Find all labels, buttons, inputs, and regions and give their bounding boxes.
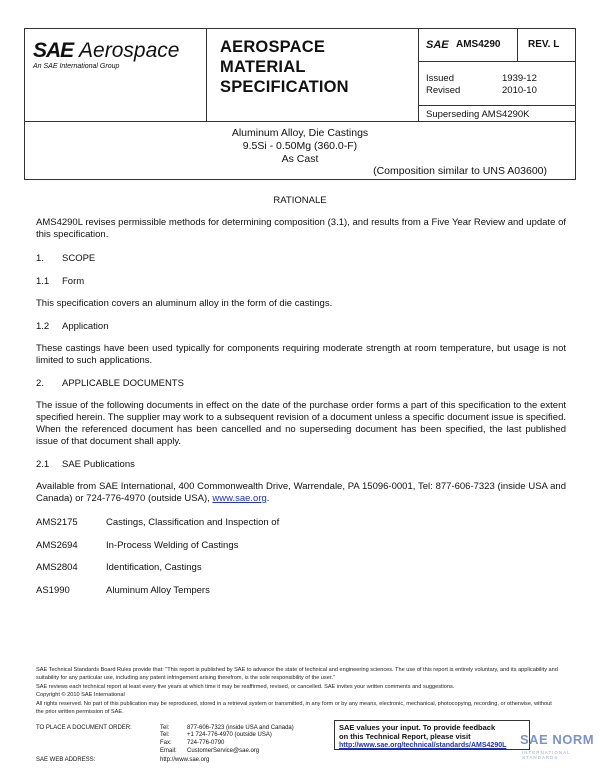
fax-value: 724-776-0790	[187, 740, 225, 746]
sae-aerospace-logo	[33, 39, 179, 63]
section-2-text: The issue of the following documents in effect on the date of the purchase order forms a part of this specification to the extent specified herein. The supplier may work to a subsequent revision of a document unless a specific document issue is specified. When the referenced document has been cancelled and no superseding document has been specified, the last published issue of that document shall apply.	[36, 400, 566, 447]
spec-title-line-1: AEROSPACE	[220, 38, 326, 56]
issued-label: Issued	[426, 73, 454, 84]
section-number: 2.1	[36, 459, 50, 470]
logo-tagline: An SAE International Group	[33, 63, 120, 70]
title-line-1: Aluminum Alloy, Die Castings	[231, 127, 369, 139]
section-title: Form	[62, 276, 85, 287]
reference-code: AMS2694	[36, 540, 78, 551]
order-label: TO PLACE A DOCUMENT ORDER:	[36, 725, 132, 731]
reference-item	[36, 517, 279, 528]
doc-number: AMS4290	[456, 39, 501, 50]
section-2-1-text	[36, 481, 566, 505]
reference-item	[36, 585, 210, 596]
email-value[interactable]: CustomerService@sae.org	[187, 748, 260, 754]
feedback-link[interactable]: http://www.sae.org/technical/standards/AMS4290L	[339, 742, 507, 749]
section-title: Application	[62, 321, 109, 332]
tel1-value: 877-606-7323 (inside USA and Canada)	[187, 725, 294, 731]
composition-note: (Composition similar to UNS A03600)	[373, 165, 547, 177]
section-title: SCOPE	[62, 253, 96, 264]
revision: REV. L	[528, 39, 560, 50]
tel2-value: +1 724-776-4970 (outside USA)	[187, 732, 272, 738]
web-value[interactable]: http://www.sae.org	[160, 757, 210, 763]
logo-word: Aerospace	[79, 39, 180, 62]
reference-code: AS1990	[36, 585, 70, 596]
spec-type-cell	[206, 29, 419, 121]
section-1-1-text: This specification covers an aluminum alloy in the form of die castings.	[36, 298, 333, 309]
section-1-2-heading	[36, 321, 108, 332]
reference-title: Identification, Castings	[106, 562, 202, 573]
title-line-2: 9.5Si - 0.50Mg (360.0-F)	[242, 140, 358, 152]
fax-label: Fax:	[160, 740, 172, 746]
tel2-label: Tel:	[160, 732, 170, 738]
footer-legal-4: All rights reserved. No part of this publication may be reproduced, stored in a retrieval system or transmitted, in any form or by any means, electronic, mechanical, photocopying, recording, or otherwise, without the prior written permission of SAE.	[36, 701, 552, 715]
sae-address-text: Available from SAE International, 400 Commonwealth Drive, Warrendale, PA 15096-0001, Tel: 877-606-7323 (inside USA and Canada) or 724-776-4970 (outside USA),	[36, 481, 566, 504]
section-title: APPLICABLE DOCUMENTS	[62, 378, 184, 389]
section-1-1-heading	[36, 276, 84, 287]
spec-title	[220, 37, 349, 97]
revised-label: Revised	[426, 85, 461, 96]
sentence-end: .	[266, 493, 270, 504]
web-label: SAE WEB ADDRESS:	[36, 757, 96, 763]
section-number: 2.	[36, 378, 44, 389]
title-block	[24, 121, 576, 180]
feedback-line-2: on this Technical Report, please visit	[339, 732, 471, 741]
rationale-heading: RATIONALE	[273, 195, 327, 206]
feedback-line-1: SAE values your input. To provide feedback	[339, 723, 496, 732]
reference-code: AMS2175	[36, 517, 78, 528]
sae-norm-watermark: SAE NORM	[520, 732, 595, 747]
sae-mark: SAE	[426, 39, 449, 51]
section-number: 1.1	[36, 276, 50, 287]
reference-title: In-Process Welding of Castings	[106, 540, 239, 551]
logo-brand: SAE	[33, 39, 74, 62]
footer-legal-2: SAE reviews each technical report at least every five years at which time it may be reaffirmed, revised, or cancelled. SAE invites your written comments and suggestions.	[36, 684, 455, 690]
section-number: 1.2	[36, 321, 50, 332]
reference-item	[36, 562, 202, 573]
section-number: 1.	[36, 253, 44, 264]
footer-copyright: Copyright © 2010 SAE International	[36, 692, 125, 698]
section-2-heading	[36, 378, 184, 389]
reference-title: Aluminum Alloy Tempers	[106, 585, 210, 596]
superseding-row	[418, 105, 575, 122]
footer-legal-1: SAE Technical Standards Board Rules provide that: "This report is published by SAE to advance the state of technical and engineering sciences. The use of this report is entirely voluntary, and its applicability and suitability for any particular use, including any patent infringement arising therefrom, is the sole responsibility of the user."	[36, 667, 558, 681]
sae-website-link[interactable]: www.sae.org	[212, 493, 267, 504]
issued-date: 1939-12	[502, 73, 537, 84]
email-label: Email:	[160, 748, 177, 754]
spec-title-line-3: SPECIFICATION	[220, 78, 349, 96]
header-table	[24, 28, 576, 122]
doc-number-row	[418, 29, 575, 62]
section-title: SAE Publications	[62, 459, 135, 470]
reference-code: AMS2804	[36, 562, 78, 573]
watermark-subtext: INTERNATIONAL STANDARDS	[522, 750, 571, 760]
spec-title-line-2: MATERIAL	[220, 58, 306, 76]
rationale-text: AMS4290L revises permissible methods for determining composition (3.1), and results from a Five Year Review and update of this specification.	[36, 217, 566, 240]
superseding-text: Superseding AMS4290K	[426, 109, 530, 120]
doc-info-cell	[418, 29, 575, 121]
section-1-heading	[36, 253, 95, 264]
revision-box	[517, 29, 576, 61]
revised-date: 2010-10	[502, 85, 537, 96]
section-2-1-heading	[36, 459, 135, 470]
tel1-label: Tel:	[160, 725, 170, 731]
reference-item	[36, 540, 238, 551]
section-1-2-text: These castings have been used typically for components requiring moderate strength at room temperature, but usage is not limited to such applications.	[36, 343, 566, 366]
reference-title: Castings, Classification and Inspection of	[106, 517, 280, 528]
title-line-3: As Cast	[281, 153, 319, 165]
feedback-box	[334, 720, 530, 750]
logo-cell	[25, 29, 207, 121]
